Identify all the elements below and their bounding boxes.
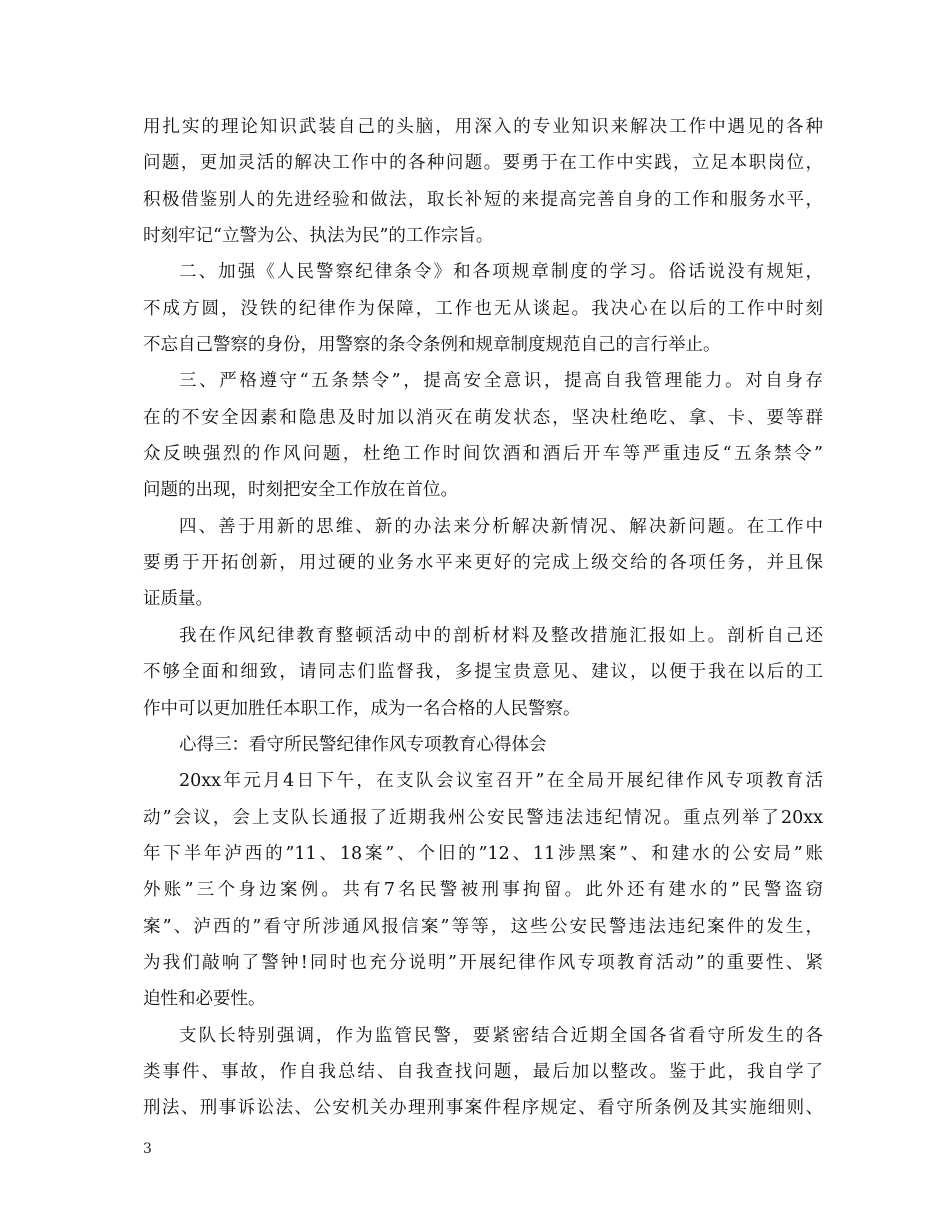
page-number: 3 (143, 1141, 152, 1157)
text-line: 心得三：看守所民警纪律作风专项教育心得体会 (179, 734, 547, 755)
text-line: 要勇于开拓创新，用过硬的业务水平来更好的完成上级交给的各项任务，并且保 (143, 553, 823, 574)
text-line: 迫性和必要性。 (143, 989, 266, 1010)
text-line: 案”、泸西的”看守所涉通风报信案”等等，这些公安民警违法违纪案件的发生， (143, 916, 823, 937)
text-line: 作中可以更加胜任本职工作，成为一名合格的人民警察。 (143, 698, 581, 719)
text-line: 不够全面和细致，请同志们监督我，多提宝贵意见、建议，以便于我在以后的工 (143, 662, 823, 683)
text-line: 问题，更加灵活的解决工作中的各种问题。要勇于在工作中实践，立足本职岗位， (143, 153, 823, 174)
text-line: 20xx年元月4日下午，在支队会议室召开”在全局开展纪律作风专项教育活 (179, 771, 823, 792)
text-line: 在的不安全因素和隐患及时加以消灭在萌发状态，坚决杜绝吃、拿、卡、要等群 (143, 407, 823, 428)
text-line: 我在作风纪律教育整顿活动中的剖析材料及整改措施汇报如上。剖析自己还 (179, 625, 823, 646)
text-line: 不忘自己警察的身份，用警察的条令条例和规章制度规范自己的言行举止。 (143, 335, 721, 356)
text-line: 二、加强《人民警察纪律条令》和各项规章制度的学习。俗话说没有规矩， (179, 262, 823, 283)
text-line: 刑法、刑事诉讼法、公安机关办理刑事案件程序规定、看守所条例及其实施细则、 (143, 1098, 823, 1119)
text-line: 积极借鉴别人的先进经验和做法，取长补短的来提高完善自身的工作和服务水平， (143, 189, 823, 210)
text-line: 类事件、事故，作自我总结、自我查找问题，最后加以整改。鉴于此，我自学了 (143, 1061, 823, 1082)
text-line: 年下半年泸西的”11、18案”、个旧的”12、11涉黑案”、和建水的公安局”账 (143, 843, 823, 864)
text-line: 为我们敲响了警钟!同时也充分说明”开展纪律作风专项教育活动”的重要性、紧 (143, 952, 823, 973)
text-line: 支队长特别强调，作为监管民警，要紧密结合近期全国各省看守所发生的各 (179, 1025, 823, 1046)
text-line: 动”会议，会上支队长通报了近期我州公安民警违法违纪情况。重点列举了20xx (143, 807, 823, 828)
text-line: 外账”三个身边案例。共有7名民警被刑事拘留。此外还有建水的”民警盗窃 (143, 880, 823, 901)
text-line: 不成方圆，没铁的纪律作为保障，工作也无从谈起。我决心在以后的工作中时刻 (143, 298, 823, 319)
document-body (143, 109, 823, 1127)
text-line: 问题的出现，时刻把安全工作放在首位。 (143, 480, 458, 501)
text-line: 三、严格遵守“五条禁令”，提高安全意识，提高自我管理能力。对自身存 (179, 371, 823, 392)
text-line: 众反映强烈的作风问题，杜绝工作时间饮酒和酒后开车等严重违反“五条禁令” (143, 444, 823, 465)
text-line: 时刻牢记“立警为公、执法为民”的工作宗旨。 (143, 226, 494, 247)
text-line: 四、善于用新的思维、新的办法来分析解决新情况、解决新问题。在工作中 (179, 516, 823, 537)
text-line: 用扎实的理论知识武装自己的头脑，用深入的专业知识来解决工作中遇见的各种 (143, 117, 823, 137)
text-line: 证质量。 (143, 589, 213, 610)
